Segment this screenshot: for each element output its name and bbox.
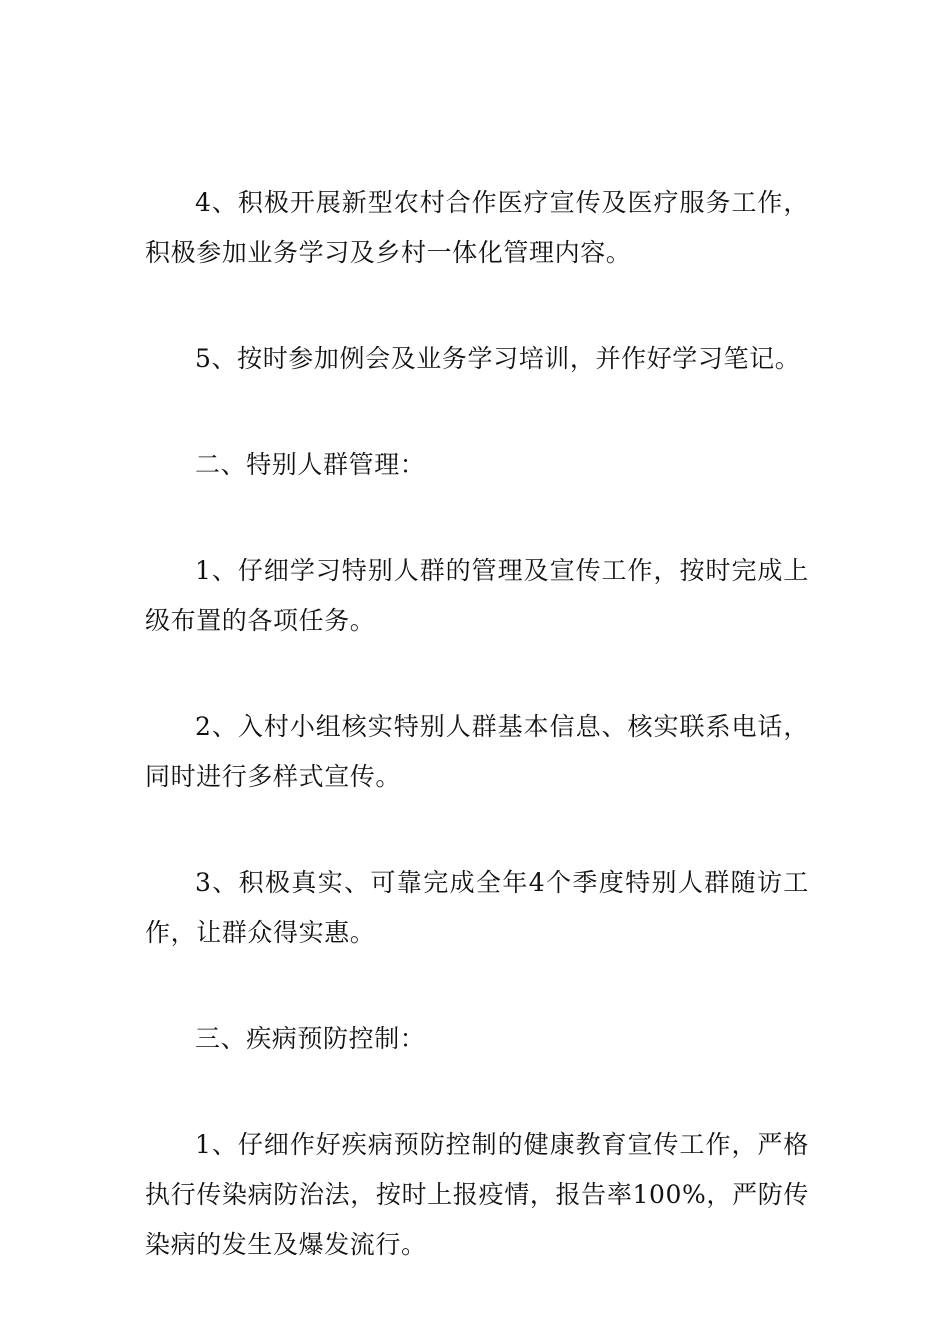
section-heading-special-groups: 二、特别人群管理： bbox=[195, 450, 426, 479]
paragraph-special-groups-2: 2、入村小组核实特别人群基本信息、核实联系电话，同时进行多样式宣传。 bbox=[145, 712, 809, 791]
section-heading-disease-control: 三、疾病预防控制： bbox=[195, 1024, 426, 1053]
paragraph-disease-control-1: 1、仔细作好疾病预防控制的健康教育宣传工作，严格执行传染病防治法，按时上报疫情，报告率100%，严防传染病的发生及爆发流行。 bbox=[145, 1130, 809, 1259]
paragraph-special-groups-3: 3、积极真实、可靠完成全年4个季度特别人群随访工作，让群众得实惠。 bbox=[145, 868, 809, 947]
document-body bbox=[145, 178, 809, 1326]
paragraph-special-groups-1: 1、仔细学习特别人群的管理及宣传工作，按时完成上级布置的各项任务。 bbox=[145, 556, 809, 635]
paragraph-item-4: 4、积极开展新型农村合作医疗宣传及医疗服务工作，积极参加业务学习及乡村一体化管理内容。 bbox=[145, 188, 809, 267]
paragraph-item-5: 5、按时参加例会及业务学习培训，并作好学习笔记。 bbox=[195, 344, 801, 373]
